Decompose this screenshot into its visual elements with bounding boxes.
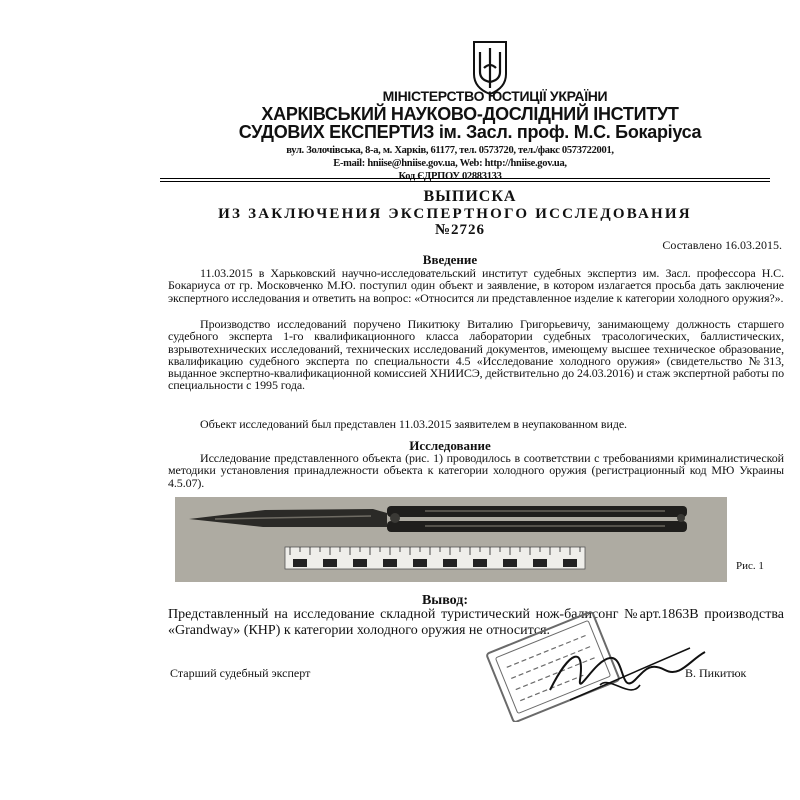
address-line: вул. Золочівська, 8-а, м. Харків, 61177, тел. 0573720, тел./факс 0573722001, xyxy=(286,145,614,156)
institute-name-line1: ХАРКІВСЬКИЙ НАУКОВО-ДОСЛІДНИЙ ІНСТИТУТ xyxy=(261,104,679,124)
edrpou-code: Код ЄДРПОУ 02883133 xyxy=(398,171,502,182)
conclusion-heading: Вывод: xyxy=(421,593,469,608)
figure-caption: Рис. 1 xyxy=(736,560,764,572)
intro-paragraph-3: Объект исследований был представлен 11.03.2015 заявителем в неупакованном виде. xyxy=(200,417,627,431)
institute-name-line2: СУДОВИХ ЕКСПЕРТИЗ ім. Засл. проф. М.С. Бокаріуса xyxy=(238,122,702,142)
document-title: ВЫПИСКА xyxy=(423,188,517,205)
knife-photo xyxy=(175,497,727,582)
contact-line: E-mail: hniise@hniise.gov.ua, Web: http://hniise.gov.ua, xyxy=(333,158,567,169)
conclusion-text: Представленный на исследование складной туристический нож-балисонг №арт.1863В производства «Grandway» (КНР) к категории холодного оружия не относится. xyxy=(168,607,784,638)
research-paragraph: Исследование представленного объекта (рис. 1) проводилось в соответствии с требованиями криминалистической методики установления принадлежности объекта к категории холодного оружия (регистрационный код МЮ Украины 4.5.07). xyxy=(168,451,784,490)
ministry-name: МІНІСТЕРСТВО ЮСТИЦІЇ УКРАЇНИ xyxy=(382,88,608,104)
signer-role: Старший судебный эксперт xyxy=(170,666,311,680)
header-divider xyxy=(160,178,770,179)
document-subtitle: ИЗ ЗАКЛЮЧЕНИЯ ЭКСПЕРТНОГО ИССЛЕДОВАНИЯ xyxy=(218,206,692,222)
document-number: №2726 xyxy=(434,222,486,238)
intro-heading: Введение xyxy=(422,252,478,267)
signer-name: В. Пикитюк xyxy=(685,666,747,680)
composed-date: Составлено 16.03.2015. xyxy=(662,238,782,252)
research-heading: Исследование xyxy=(409,438,491,453)
header-divider xyxy=(160,181,770,182)
intro-paragraph-2: Производство исследований поручено Пикитюку Виталию Григорьевичу, занимающему должность старшего судебного эксперта 1-го квалификационного класса лаборатории судебных трасологических, баллистических, взрывотехнических исследований, технических исследований документов, имеющему высшее техническое образование, квалификацию судебного эксперта по специальности 4.5 «Исследование холодного оружия» (свидетельство №313, выданное экспертно-квалификационной комиссией ХНИИСЭ, действительно до 24.03.2016) и стаж экспертной работы по специальности с 1995 года. xyxy=(168,317,784,393)
intro-paragraph-1: 11.03.2015 в Харьковский научно-исследовательский институт судебных экспертиз им. Засл. профессора Н.С. Бокариуса от гр. Московченко М.Ю. поступил один объект и заявление, в котором излагается просьба дать заключение экспертного исследования и ответить на вопрос: «Относится ли представленное изделие к категории холодного оружия?». xyxy=(168,266,784,305)
